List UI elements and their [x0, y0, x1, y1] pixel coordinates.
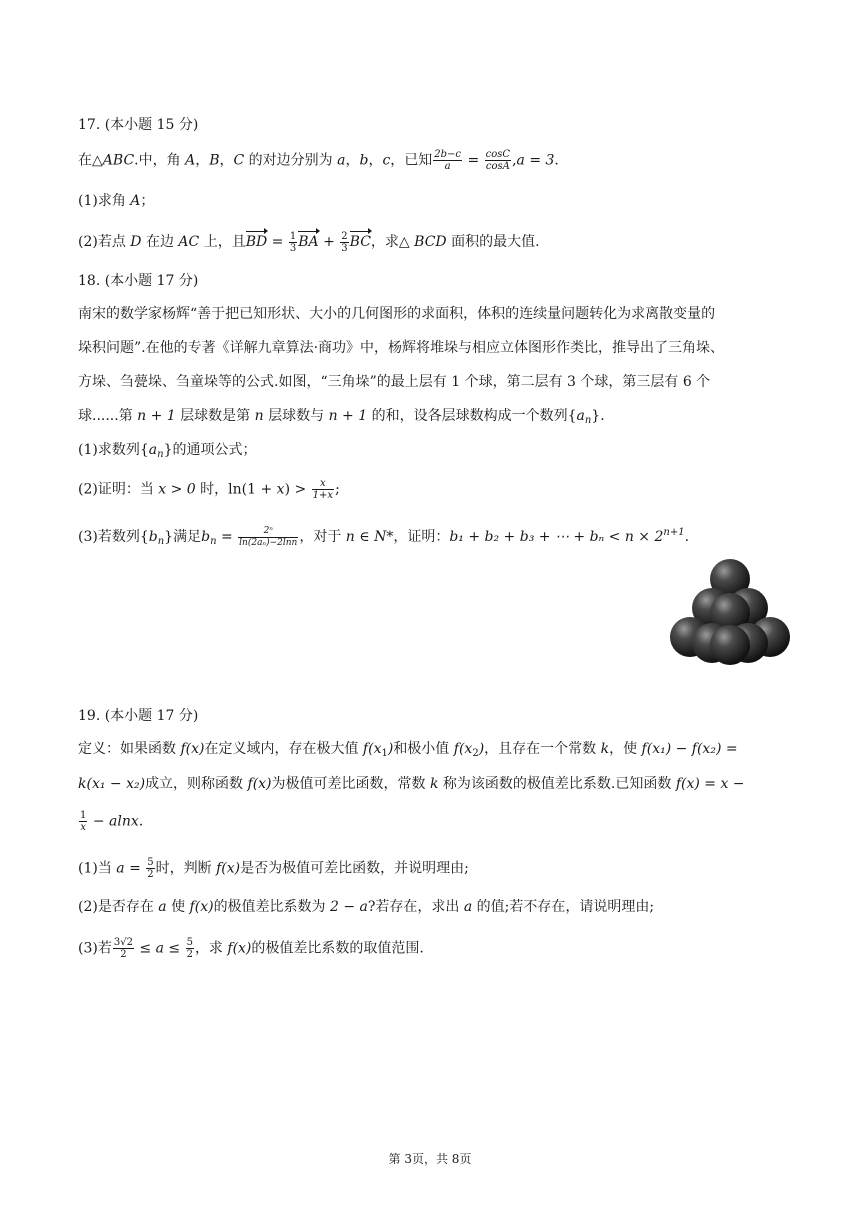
text: ，且存在一个常数	[484, 741, 601, 757]
math: x	[276, 481, 285, 498]
sphere	[710, 625, 750, 665]
text: .	[554, 152, 559, 169]
math: f(x)	[189, 899, 214, 915]
fraction-numerator: 2	[341, 230, 348, 242]
text: 成立，则称函数	[145, 776, 248, 792]
vector: BC	[350, 230, 371, 251]
text: ，使	[609, 741, 642, 757]
math: AC	[178, 234, 200, 250]
math: k	[600, 741, 610, 757]
text: +	[318, 234, 340, 250]
math: BCD	[414, 234, 447, 250]
math: a	[576, 408, 585, 424]
math: ≤ a ≤	[134, 940, 185, 957]
fraction-numerator: 5	[186, 937, 193, 948]
q18-header: 18. (本小题 17 分)	[78, 273, 199, 289]
math: c	[382, 152, 391, 169]
fraction-numerator: 2ⁿ	[238, 526, 298, 538]
fraction-numerator: 3√2	[113, 937, 133, 948]
q19-line2	[78, 775, 790, 793]
subscript: 1	[381, 748, 388, 759]
fraction-numerator: cosC	[485, 149, 511, 160]
math: f(x	[362, 741, 382, 757]
q19-part1	[78, 857, 790, 880]
q19-part3	[78, 937, 790, 960]
math: − alnx	[88, 813, 139, 830]
text: ，证明：	[393, 529, 450, 545]
text: ，求	[194, 940, 228, 957]
text: 在边	[141, 234, 179, 250]
fraction	[79, 810, 87, 833]
math: f(x₁) − f(x₂) =	[641, 741, 738, 757]
page-footer: 第 3页，共 8页	[388, 1152, 472, 1166]
text: ,	[512, 152, 517, 169]
text: 的和，设各层球数构成一个数列{	[367, 408, 577, 424]
text: ，对于	[299, 529, 346, 545]
text: 时，判断	[155, 860, 217, 877]
text: 面积的最大值.	[446, 234, 540, 250]
text: ，	[368, 152, 383, 169]
math: f(x	[453, 741, 473, 757]
subscript: n	[157, 449, 164, 460]
fraction-denominator: a	[444, 161, 451, 172]
fraction	[312, 478, 334, 501]
fraction-denominator: 2	[147, 869, 154, 880]
math: k	[429, 776, 439, 792]
fraction	[146, 857, 154, 880]
q17-stem	[78, 149, 790, 172]
text: (2)证明：当	[78, 481, 159, 498]
fraction-denominator: 3	[341, 242, 348, 254]
fraction-numerator: 5	[147, 857, 154, 868]
math: ABC	[102, 152, 135, 169]
text: }的通项公式；	[163, 442, 257, 458]
text: }满足	[164, 529, 202, 545]
q19-header: 19. (本小题 17 分)	[78, 708, 199, 724]
q18-part3	[78, 524, 790, 551]
math: a	[148, 442, 158, 458]
q17-part1	[78, 192, 790, 210]
superscript: n+1	[663, 527, 685, 538]
math: x > 0	[158, 481, 196, 498]
text: (2)是否存在	[78, 899, 159, 915]
text: 的值;若不存在，请说明理由;	[472, 899, 655, 915]
text: (2)若点	[78, 234, 131, 250]
fraction-denominator: x	[80, 822, 86, 833]
fraction	[289, 231, 297, 254]
text: 在△	[78, 152, 103, 169]
fraction	[485, 149, 511, 172]
fraction-numerator: 2b−c	[434, 149, 462, 160]
math: a = 3	[516, 152, 555, 169]
text: ?若存在，求出	[367, 899, 464, 915]
math: n + 1	[137, 408, 176, 424]
subscript: n	[584, 415, 592, 426]
text: ，	[195, 152, 210, 169]
math: f(x)	[227, 940, 252, 957]
math: a	[463, 899, 473, 915]
fraction-numerator: 1	[80, 810, 87, 821]
text: ) >	[284, 481, 311, 498]
text: (1)当	[78, 860, 117, 877]
fraction	[433, 149, 462, 172]
q18-line3: 方垛、刍甍垛、刍童垛等的公式.如图，“三角垛”的最上层有 1 个球，第二层有 3 个球，第三层有 6 个	[78, 374, 711, 390]
math: a =	[116, 860, 146, 877]
text: 和极小值	[393, 741, 454, 757]
q18-line4	[78, 407, 790, 430]
math: f(x)	[216, 860, 241, 877]
text: =	[463, 152, 484, 169]
text: 层球数与	[263, 408, 329, 424]
q19-line1	[78, 740, 790, 763]
fraction	[340, 231, 348, 254]
math: b	[359, 152, 369, 169]
text: 时，	[195, 481, 229, 498]
text: =	[216, 529, 238, 545]
text: ;	[335, 481, 340, 498]
math: a	[158, 899, 167, 915]
fraction	[186, 937, 194, 960]
text: .	[138, 813, 144, 830]
text: 是否为极值可差比函数，并说明理由;	[240, 860, 469, 877]
text: =	[267, 234, 288, 250]
math: )	[387, 741, 394, 757]
math: a	[337, 152, 346, 169]
math: b	[148, 529, 158, 545]
text: ；	[140, 193, 155, 209]
fraction-denominator: 3	[289, 242, 297, 254]
text: ln(1 +	[228, 481, 277, 498]
fraction-denominator: 1+x	[312, 490, 334, 501]
text: }.	[591, 408, 605, 424]
math: n + 1	[328, 408, 368, 424]
text: 称为该函数的极值差比系数.已知函数	[438, 776, 676, 792]
text: ，	[219, 152, 234, 169]
fraction-numerator: x	[312, 478, 334, 490]
math: f(x)	[247, 776, 272, 792]
fraction-numerator: 1	[289, 230, 297, 242]
q18-line1: 南宋的数学家杨辉“善于把已知形状、大小的几何图形的求面积，体积的连续量问题转化为求离散变量的	[78, 306, 716, 322]
vector: BA	[298, 230, 318, 251]
q19-part2	[78, 898, 790, 916]
text: 上，且	[199, 234, 246, 250]
math: 2 − a	[330, 899, 368, 915]
math: n	[254, 408, 264, 424]
fraction-denominator: cosA	[485, 161, 510, 172]
math: C	[233, 152, 245, 169]
math: A	[185, 152, 196, 169]
fraction	[238, 526, 298, 549]
subscript: n	[210, 536, 217, 547]
math: f(x)	[180, 741, 205, 757]
text: ，已知	[390, 152, 433, 169]
subscript: n	[157, 536, 165, 547]
text: 定义：如果函数	[78, 741, 181, 757]
fraction-denominator: 2	[120, 949, 127, 960]
math: k(x₁ − x₂)	[78, 776, 146, 792]
math: b₁ + b₂ + b₃ + ⋯ + bₙ < n × 2	[449, 529, 664, 545]
math: b	[201, 529, 211, 545]
math: B	[209, 152, 220, 169]
text: 层球数是第	[175, 408, 255, 424]
q18-line2: 垛积问题”.在他的专著《详解九章算法·商功》中，杨辉将堆垛与相应立体图形作类比，推导出了三角垛、	[78, 340, 725, 356]
text: .中，角	[134, 152, 186, 169]
fraction-denominator: 2	[186, 949, 193, 960]
triangular-pile-figure	[668, 553, 792, 667]
text: 球......第	[78, 408, 138, 424]
text: 的极值差比系数为	[213, 899, 331, 915]
q19-line3	[78, 810, 790, 833]
text: 在定义域内，存在极大值	[204, 741, 363, 757]
q17-header: 17. (本小题 15 分)	[78, 117, 199, 133]
subscript: 2	[472, 748, 479, 759]
q18-part2	[78, 478, 790, 501]
text: ，求△	[370, 234, 415, 250]
text: (1)求角	[78, 193, 131, 209]
text: 使	[166, 899, 190, 915]
fraction	[113, 937, 134, 960]
text: ，	[345, 152, 360, 169]
text: 为极值可差比函数，常数	[271, 776, 430, 792]
fraction-denominator: ln(2aₙ)−2lnn	[239, 537, 298, 548]
math: A	[130, 193, 141, 209]
q17-part2	[78, 230, 790, 254]
text: (1)求数列{	[78, 442, 149, 458]
q18-part1	[78, 441, 790, 464]
math: D	[130, 234, 142, 250]
vector: BD	[246, 230, 268, 251]
text: (3)若	[78, 940, 112, 957]
text: (3)若数列{	[78, 529, 149, 545]
text: 的对边分别为	[244, 152, 338, 169]
math: f(x) = x −	[675, 776, 745, 792]
math: n ∈ N*	[345, 529, 394, 545]
text: 的极值差比系数的取值范围.	[251, 940, 424, 957]
math: )	[478, 741, 485, 757]
text: .	[684, 529, 690, 545]
